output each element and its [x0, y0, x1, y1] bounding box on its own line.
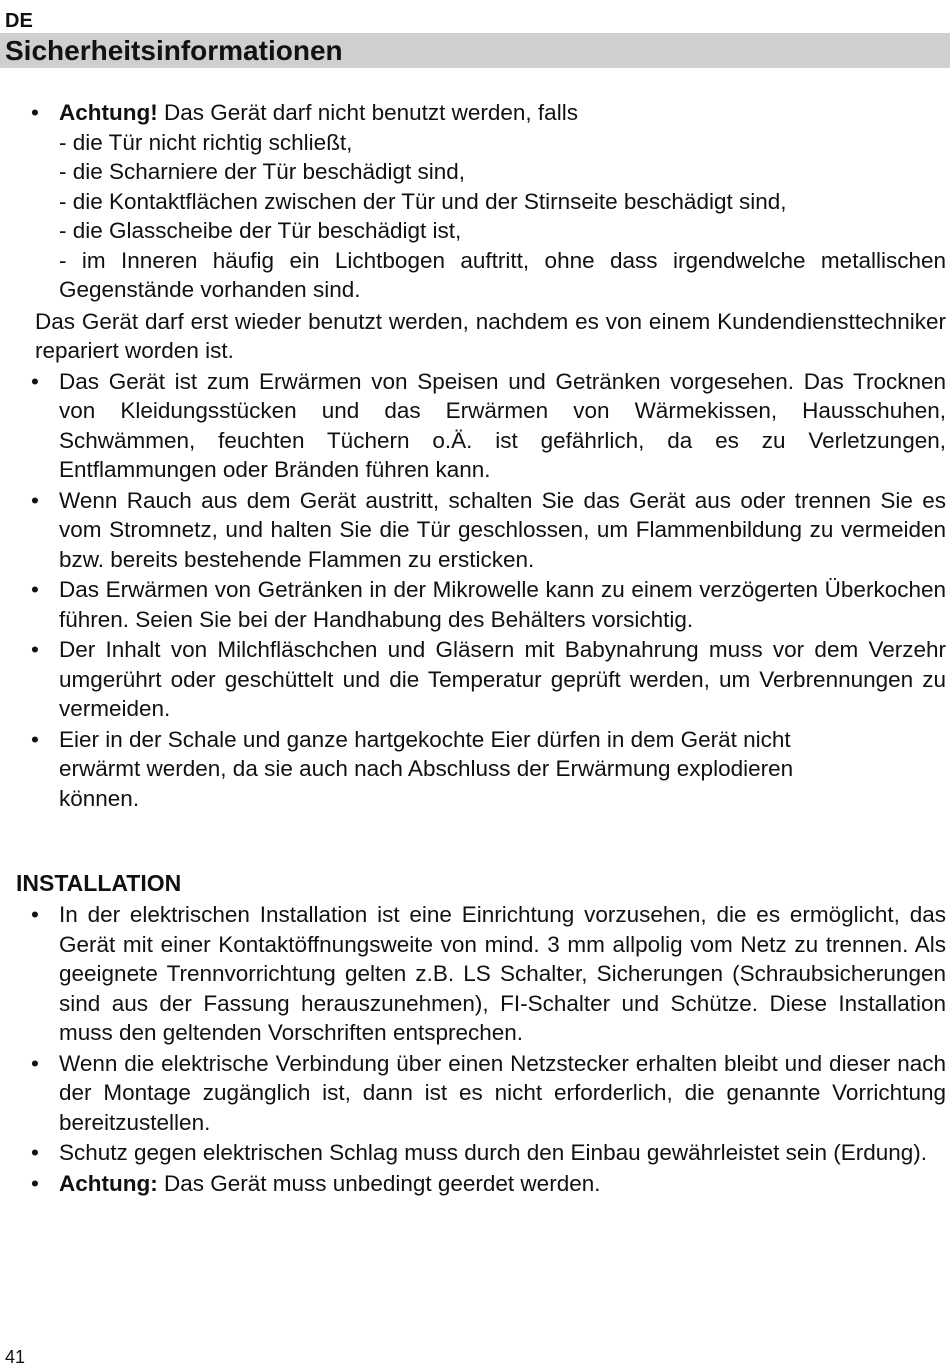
list-item: • Wenn Rauch aus dem Gerät austritt, schalten Sie das Gerät aus oder trennen Sie es vom Stromnetz, und halten Sie die Tür geschlossen, um Flammenbildung zu vermeiden bzw. bereits bestehende Flammen zu ersticken.	[0, 486, 950, 575]
condition-line: - die Tür nicht richtig schließt,	[59, 129, 353, 155]
installation-section	[0, 900, 950, 1199]
list-item-text: Das Gerät muss unbedingt geerdet werden.	[157, 1170, 601, 1196]
safety-list-continued	[0, 367, 950, 814]
list-item: • Schutz gegen elektrischen Schlag muss durch den Einbau gewährleistet sein (Erdung).	[0, 1138, 950, 1168]
list-item-intro: • Achtung! Das Gerät darf nicht benutzt werden, falls	[59, 100, 578, 125]
list-item: • Das Gerät ist zum Erwärmen von Speisen und Getränken vorgesehen. Das Trocknen von Kleidungsstücken und das Erwärmen von Wärmekissen, Hausschuhen, Schwämmen, feuchten Tüchern o.Ä. ist gefährlich, da es zu Verletzungen, Entflammungen oder Bränden führen kann.	[0, 367, 950, 485]
page-number: 41	[5, 1347, 26, 1367]
list-item: • In der elektrischen Installation ist eine Einrichtung vorzusehen, die es ermöglicht, das Gerät mit einer Kontaktöffnungsweite von mind. 3 mm allpolig vom Netz zu trennen. Als geeignete Trennvorrichtung gelten z.B. LS Schalter, Sicherungen (Schraubsicherungen sind aus der Fassung herauszunehmen), FI-Schalter und Schütze. Diese Installation muss den geltenden Vorschriften entsprechen.	[0, 900, 950, 1048]
installation-list	[0, 900, 950, 1198]
condition-line: - die Glasscheibe der Tür beschädigt ist,	[59, 218, 462, 243]
list-item-line: können.	[59, 785, 140, 811]
safety-list	[0, 98, 950, 305]
condition-line: - die Kontaktflächen zwischen der Tür und der Stirnseite beschädigt sind,	[59, 188, 787, 214]
list-item	[0, 98, 950, 305]
list-item: • Wenn die elektrische Verbindung über einen Netzstecker erhalten bleibt und dieser nach der Montage zugänglich ist, dann ist es nicht erforderlich, die genannte Vorrichtung bereitzustellen.	[0, 1049, 950, 1138]
warning-label: Achtung!	[59, 100, 158, 125]
list-item	[0, 725, 950, 814]
installation-heading: INSTALLATION	[16, 870, 182, 896]
section-title-bar	[0, 33, 950, 68]
list-item	[0, 1169, 950, 1199]
list-item: • Der Inhalt von Milchfläschchen und Gläsern mit Babynahrung muss vor dem Verzehr umgerührt oder geschüttelt und die Temperatur geprüft werden, um Verbrennungen zu vermeiden.	[0, 635, 950, 724]
page-title: Sicherheitsinformationen	[5, 35, 343, 66]
repair-note: Das Gerät darf erst wieder benutzt werden, nachdem es von einem Kundendiensttechniker repariert worden ist.	[35, 308, 946, 363]
list-item: • Das Erwärmen von Getränken in der Mikrowelle kann zu einem verzögerten Überkochen führen. Seien Sie bei der Handhabung des Behälters vorsichtig.	[0, 575, 950, 634]
warning-label: Achtung:	[59, 1170, 158, 1196]
condition-line: - die Scharniere der Tür beschädigt sind,	[59, 159, 466, 184]
list-item-line: • Eier in der Schale und ganze hartgekochte Eier dürfen in dem Gerät nicht	[59, 726, 791, 752]
language-code: DE	[5, 10, 33, 32]
list-item-line: erwärmt werden, da sie auch nach Abschluss der Erwärmung explodieren	[59, 756, 794, 781]
condition-line: - im Inneren häufig ein Lichtbogen auftritt, ohne dass irgendwelche metallischen Gegenstände vorhanden sind.	[59, 247, 946, 302]
safety-section	[0, 98, 950, 814]
